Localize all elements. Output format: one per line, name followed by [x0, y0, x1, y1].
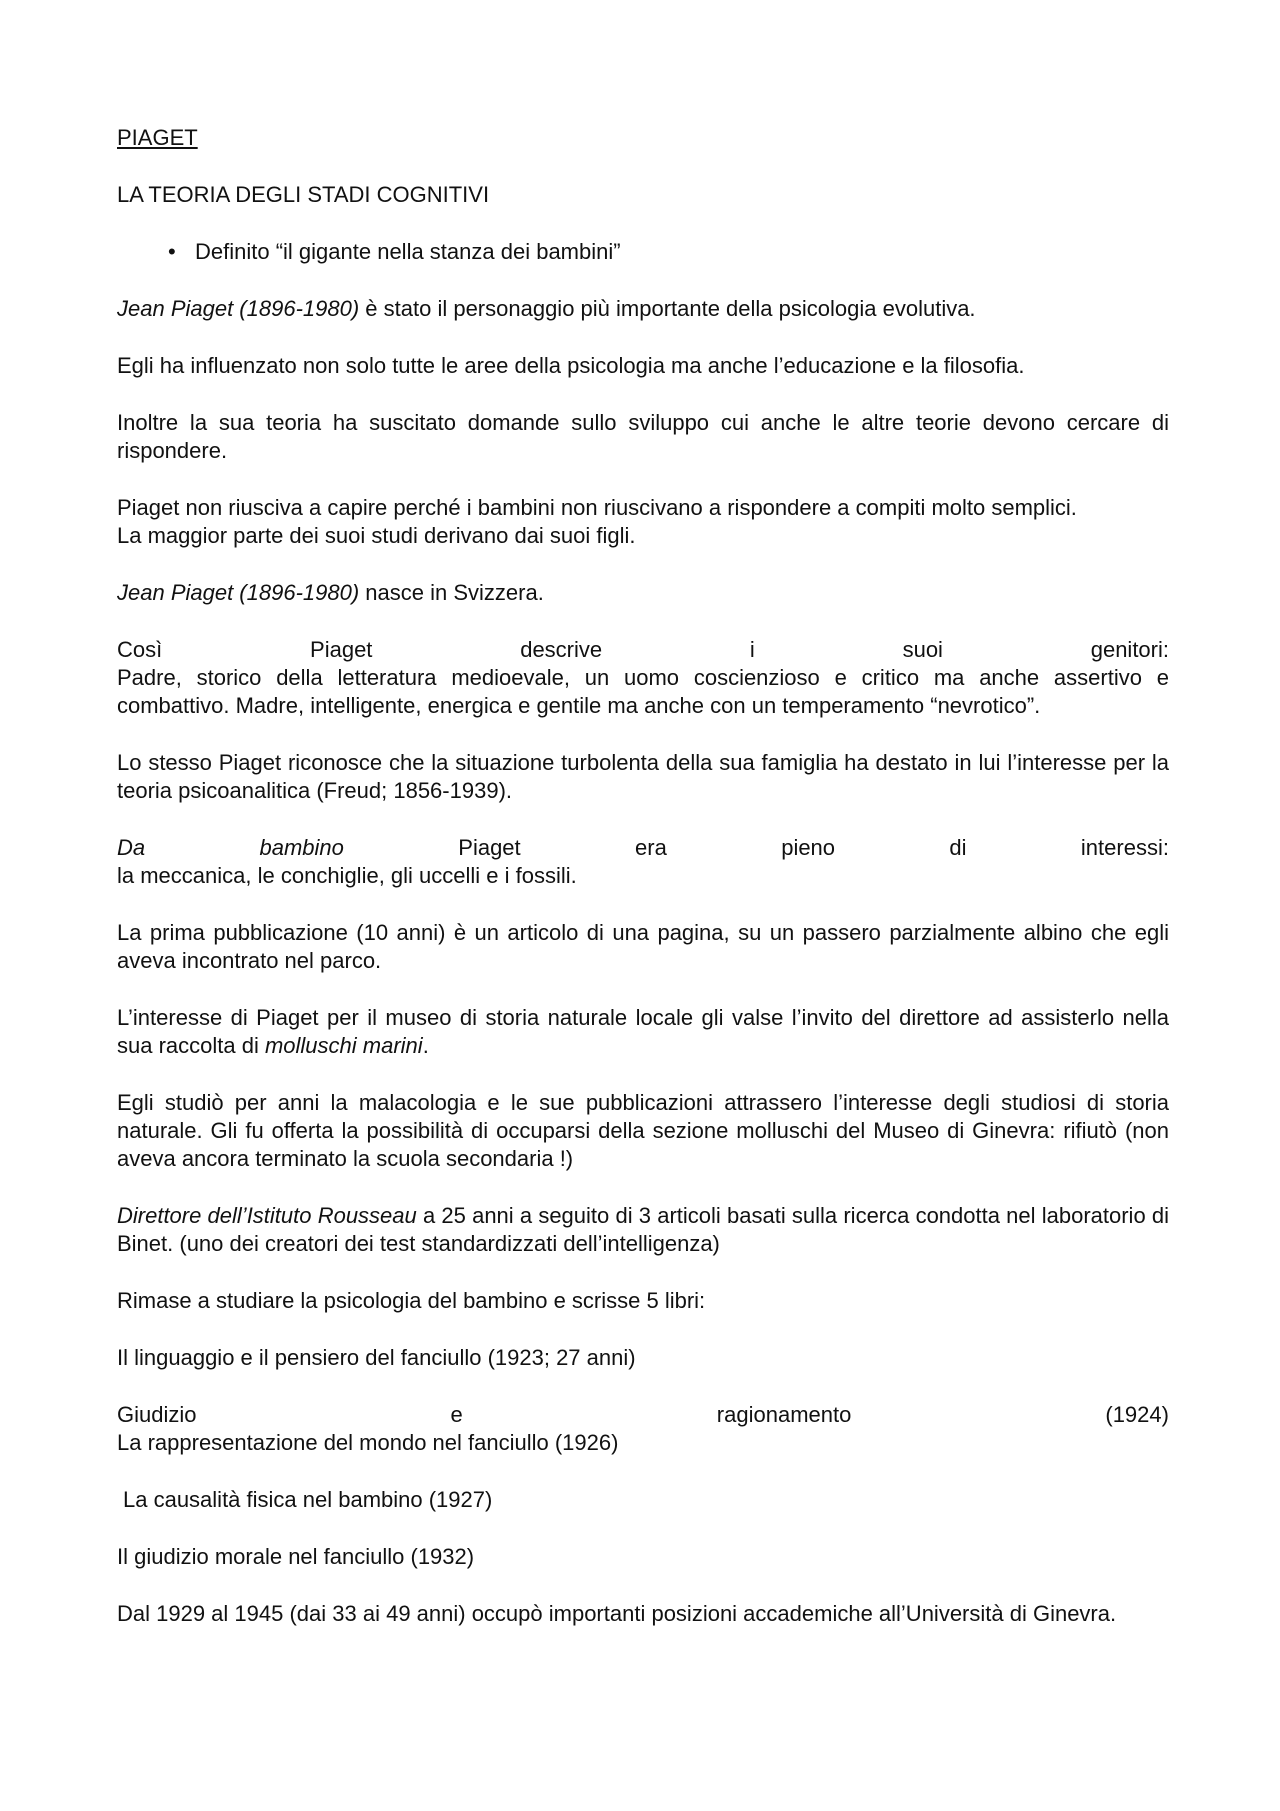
book-4: La causalità fisica nel bambino (1927): [123, 1487, 493, 1512]
paragraph-1-italic: Jean Piaget (1896-1980): [117, 296, 360, 321]
word: Da: [117, 835, 146, 860]
paragraph-5: [117, 579, 1169, 607]
paragraph-14: Dal 1929 al 1945 (dai 33 ai 49 anni) occupò importanti posizioni accademiche all’Università di Ginevra.: [117, 1601, 1117, 1626]
paragraph-13: Rimase a studiare la psicologia del bambino e scrisse 5 libri:: [117, 1288, 706, 1313]
paragraph-12: [117, 1202, 1169, 1258]
word: i: [749, 637, 755, 662]
paragraph-8-line-2: la meccanica, le conchiglie, gli uccelli e i fossili.: [117, 863, 577, 888]
paragraph-8-spread-line: [117, 834, 1169, 862]
paragraph-10: [117, 1004, 1169, 1060]
paragraph-1-text: è stato il personaggio più importante della psicologia evolutiva.: [359, 296, 976, 321]
word: suoi: [902, 637, 943, 662]
document-title: PIAGET: [117, 125, 198, 150]
word: Giudizio: [117, 1402, 197, 1427]
bullet-item: [117, 238, 1169, 266]
book-1: Il linguaggio e il pensiero del fanciullo (1923; 27 anni): [117, 1345, 636, 1370]
word: bambino: [259, 835, 344, 860]
paragraph-6-spread-line: [117, 636, 1169, 664]
section-heading: LA TEORIA DEGLI STADI COGNITIVI: [117, 182, 490, 207]
paragraph-1: [117, 295, 1169, 323]
word: pieno: [781, 835, 836, 860]
bullet-icon: •: [168, 239, 176, 264]
paragraph-4: [117, 494, 1169, 550]
paragraph-6: [117, 636, 1169, 720]
paragraph-7: Lo stesso Piaget riconosce che la situazione turbolenta della sua famiglia ha destato in lui l’interesse per la teoria psicoanalitica (Freud; 1856-1939).: [117, 750, 1169, 803]
word: era: [635, 835, 667, 860]
word: genitori:: [1090, 637, 1169, 662]
paragraph-3: Inoltre la sua teoria ha suscitato domande sullo sviluppo cui anche le altre teorie devono cercare di rispondere.: [117, 410, 1169, 463]
word: (1924): [1105, 1402, 1169, 1427]
book-5: Il giudizio morale nel fanciullo (1932): [117, 1544, 475, 1569]
paragraph-8: [117, 834, 1169, 890]
paragraph-11: Egli studiò per anni la malacologia e le sue pubblicazioni attrassero l’interesse degli studiosi di storia naturale. Gli fu offerta la possibilità di occuparsi della sezione molluschi del Museo di Ginevra: rifiutò (non aveva ancora terminato la scuola secondaria !): [117, 1090, 1169, 1171]
book-2-spread-line: [117, 1401, 1169, 1429]
paragraph-4-line-2: La maggior parte dei suoi studi derivano dai suoi figli.: [117, 523, 636, 548]
word: descrive: [520, 637, 603, 662]
word: Piaget: [310, 637, 373, 662]
paragraph-4-line-1: Piaget non riusciva a capire perché i bambini non riuscivano a rispondere a compiti molto semplici.: [117, 495, 1077, 520]
word: e: [450, 1402, 463, 1427]
paragraph-5-text: nasce in Svizzera.: [359, 580, 544, 605]
paragraph-10-text: L’interesse di Piaget per il museo di storia naturale locale gli valse l’invito del direttore ad assisterlo nella sua raccolta di: [117, 1005, 1169, 1058]
paragraph-5-italic: Jean Piaget (1896-1980): [117, 580, 360, 605]
word: Così: [117, 637, 163, 662]
word: interessi:: [1080, 835, 1169, 860]
word: Piaget: [458, 835, 521, 860]
word: ragionamento: [716, 1402, 852, 1427]
paragraph-12-italic: Direttore dell’Istituto Rousseau: [117, 1203, 417, 1228]
paragraph-2: Egli ha influenzato non solo tutte le aree della psicologia ma anche l’educazione e la filosofia.: [117, 353, 1025, 378]
paragraph-10-italic: molluschi marini: [264, 1033, 423, 1058]
word: di: [949, 835, 967, 860]
document-page: [117, 124, 1169, 1657]
paragraph-9: La prima pubblicazione (10 anni) è un articolo di una pagina, su un passero parzialmente albino che egli aveva incontrato nel parco.: [117, 920, 1169, 973]
book-2-3: [117, 1401, 1169, 1457]
paragraph-6-text: Padre, storico della letteratura medioevale, un uomo coscienzioso e critico ma anche assertivo e combattivo. Madre, intelligente, energica e gentile ma anche con un temperamento “nevrotico”.: [117, 665, 1169, 718]
paragraph-12-text: a 25 anni a seguito di 3 articoli basati sulla ricerca condotta nel laboratorio di Binet. (uno dei creatori dei test standardizzati dell’intelligenza): [117, 1203, 1170, 1256]
bullet-text: Definito “il gigante nella stanza dei bambini”: [195, 239, 621, 264]
bullet-list: [117, 238, 1169, 266]
book-3: La rappresentazione del mondo nel fanciullo (1926): [117, 1430, 619, 1455]
paragraph-10-end: .: [422, 1033, 429, 1058]
